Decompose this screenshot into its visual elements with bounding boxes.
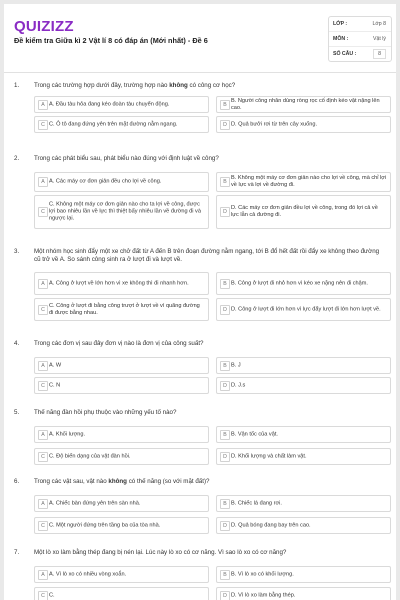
worksheet-title: Đề kiểm tra Giữa kì 2 Vật lí 8 có đáp án (Mới nhất) - Đề 6	[14, 36, 208, 45]
header-divider	[4, 72, 396, 73]
question-number: 2.	[14, 155, 20, 162]
option-letter-badge: B	[220, 279, 230, 289]
option-letter-badge: B	[220, 177, 230, 187]
answer-option-c[interactable]	[34, 116, 209, 133]
option-letter-badge: C	[38, 452, 48, 462]
question-number: 3.	[14, 248, 20, 255]
worksheet-header	[4, 4, 396, 62]
option-text: A. Chiếc bàn đứng yên trên sàn nhà.	[49, 500, 141, 506]
answer-option-a[interactable]	[34, 172, 209, 192]
option-letter-badge: D	[220, 207, 230, 217]
question-number: 5.	[14, 409, 20, 416]
answer-option-d[interactable]	[216, 377, 391, 394]
option-text: A. Khối lượng.	[49, 431, 86, 437]
option-letter-badge: B	[220, 361, 230, 371]
option-letter-badge: A	[38, 177, 48, 187]
option-letter-badge: A	[38, 100, 48, 110]
answer-option-a[interactable]	[34, 272, 209, 295]
question-text: Trong các phát biểu sau, phát biểu nào đúng với định luật về công?	[34, 155, 219, 162]
option-letter-badge: B	[220, 499, 230, 509]
answer-option-a[interactable]	[34, 495, 209, 512]
option-text: D. Khối lượng và chất làm vật.	[231, 453, 307, 459]
option-letter-badge: C	[38, 591, 48, 600]
answer-option-c[interactable]	[34, 448, 209, 465]
meta-row-question-count	[329, 47, 391, 61]
answer-option-b[interactable]	[216, 357, 391, 374]
answer-option-d[interactable]	[216, 298, 391, 321]
option-letter-badge: C	[38, 120, 48, 130]
option-letter-badge: A	[38, 570, 48, 580]
answer-option-a[interactable]	[34, 566, 209, 583]
question-number: 6.	[14, 478, 20, 485]
option-letter-badge: C	[38, 521, 48, 531]
meta-value: 8	[373, 49, 386, 59]
question-number: 4.	[14, 340, 20, 347]
answer-option-b[interactable]	[216, 495, 391, 512]
option-letter-badge: D	[220, 120, 230, 130]
answer-option-c[interactable]	[34, 377, 209, 394]
meta-row-class	[329, 17, 391, 32]
option-text: D. Các máy cơ đơn giản đều lợi về công, trong đó lợi cả về lực lẫn cả đường đi.	[231, 205, 378, 218]
answer-option-a[interactable]	[34, 357, 209, 374]
option-letter-badge: B	[220, 570, 230, 580]
answer-option-c[interactable]	[34, 298, 209, 321]
option-letter-badge: A	[38, 499, 48, 509]
question-text: Thế năng đàn hồi phụ thuộc vào những yếu tố nào?	[34, 409, 177, 416]
option-text: C. Không một máy cơ đơn giản nào cho ta lợi về công, được lợi bao nhiêu lần về lực thì thiệt bấy nhiêu lần về đường đi và ngược lại.	[49, 201, 201, 222]
meta-label: SỐ CÂU :	[333, 51, 357, 57]
worksheet-meta-box	[328, 16, 392, 62]
question-text: Một lò xo làm bằng thép đang bị nén lại. Lúc này lò xo có cơ năng. Vì sao lò xo có cơ năng?	[34, 549, 287, 556]
option-letter-badge: D	[220, 305, 230, 315]
option-text: B. Công ở lượt đi nhỏ hơn vì kéo xe nặng nên đi chậm.	[231, 280, 368, 286]
answer-option-c[interactable]	[34, 587, 209, 600]
option-text: B. Vì lò xo có khối lượng.	[231, 571, 294, 577]
answer-option-a[interactable]	[34, 96, 209, 113]
option-letter-badge: C	[38, 207, 48, 217]
option-text: C. Công ở lượt đi bằng công trượt ở lượt về vì quãng đường đi được bằng nhau.	[49, 302, 200, 316]
option-letter-badge: A	[38, 361, 48, 371]
question-number: 1.	[14, 82, 20, 89]
option-letter-badge: D	[220, 591, 230, 600]
option-letter-badge: C	[38, 381, 48, 391]
option-letter-badge: A	[38, 430, 48, 440]
option-letter-badge: C	[38, 305, 48, 315]
option-text: C. N	[49, 382, 61, 388]
meta-row-subject	[329, 32, 391, 47]
option-letter-badge: B	[220, 100, 230, 110]
answer-option-d[interactable]	[216, 587, 391, 600]
answer-option-a[interactable]	[34, 426, 209, 443]
worksheet-page	[4, 4, 396, 600]
answer-option-b[interactable]	[216, 426, 391, 443]
answer-option-c[interactable]	[34, 517, 209, 534]
option-text: D. Quả bóng đang bay trên cao.	[231, 522, 311, 528]
meta-value: Lớp 8	[372, 21, 386, 27]
option-text: A. Các máy cơ đơn giản đều cho lợi về công.	[49, 178, 162, 185]
option-text: D. Quả bưởi rơi từ trên cây xuống.	[231, 121, 318, 127]
quizizz-logo: QUIZIZZ	[14, 18, 74, 35]
option-text: C. Một người đứng trên tầng ba của tòa nhà.	[49, 522, 161, 528]
answer-option-d[interactable]	[216, 116, 391, 133]
option-letter-badge: B	[220, 430, 230, 440]
question-number: 7.	[14, 549, 20, 556]
question-text: Trong các đơn vị sau đây đơn vị nào là đơn vị của công suất?	[34, 340, 204, 347]
question-text: Trong các vật sau, vật nào không có thế năng (so với mặt đất)?	[34, 478, 210, 485]
meta-label: MÔN :	[333, 36, 349, 42]
emphasis-text: không	[108, 478, 127, 485]
emphasis-text: không	[169, 82, 188, 89]
answer-option-d[interactable]	[216, 517, 391, 534]
option-text: B. Vận tốc của vật.	[231, 431, 278, 437]
option-text: B. Chiếc lá đang rơi.	[231, 500, 282, 506]
option-text: B. Người công nhân dùng ròng rọc cố định kéo vật nặng lên cao.	[231, 97, 380, 111]
option-letter-badge: D	[220, 452, 230, 462]
option-text: C. Độ biến dạng của vật đàn hồi.	[49, 453, 131, 459]
answer-option-d[interactable]	[216, 448, 391, 465]
meta-label: LỚP :	[333, 21, 348, 27]
option-text: C.	[49, 592, 55, 598]
answer-option-b[interactable]	[216, 566, 391, 583]
option-text: D. J.s	[231, 382, 246, 388]
option-text: A. Vì lò xo có nhiều vòng xoắn.	[49, 571, 127, 577]
answer-option-b[interactable]	[216, 96, 391, 113]
option-text: B. J	[231, 362, 241, 368]
option-text: D. Công ở lượt đi lớn hơn vì lực đẩy lượt đi lớn hơn lượt về.	[231, 306, 381, 312]
option-text: A. W	[49, 362, 62, 368]
option-letter-badge: D	[220, 381, 230, 391]
answer-option-b[interactable]	[216, 172, 391, 192]
answer-option-b[interactable]	[216, 272, 391, 295]
option-text: A. Đầu tàu hỏa đang kéo đoàn tàu chuyển động.	[49, 101, 170, 107]
option-text: C. Ô tô đang đứng yên trên mặt đường nằm ngang.	[49, 121, 178, 127]
option-letter-badge: A	[38, 279, 48, 289]
option-text: D. Vì lò xo làm bằng thép.	[231, 592, 296, 598]
answer-option-c[interactable]	[34, 195, 209, 229]
option-text: A. Công ở lượt về lớn hơn vì xe không thì đi nhanh hơn.	[49, 280, 189, 286]
question-text: Một nhóm học sinh đẩy một xe chở đất từ A đến B trên đoạn đường nằm ngang, tới B đổ hết đất rồi đẩy xe không theo đường cũ trở về A. So sánh công sinh ra ở lượt đi và lượt về.	[34, 248, 380, 264]
meta-value: Vật lý	[373, 36, 386, 42]
option-text: B. Không một máy cơ đơn giản nào cho lợi về công, mà chỉ lợi về lực và lợi về đường đi.	[231, 175, 387, 188]
question-text: Trong các trường hợp dưới đây, trường hợp nào không có công cơ học?	[34, 82, 236, 89]
answer-option-d[interactable]	[216, 195, 391, 229]
option-letter-badge: D	[220, 521, 230, 531]
